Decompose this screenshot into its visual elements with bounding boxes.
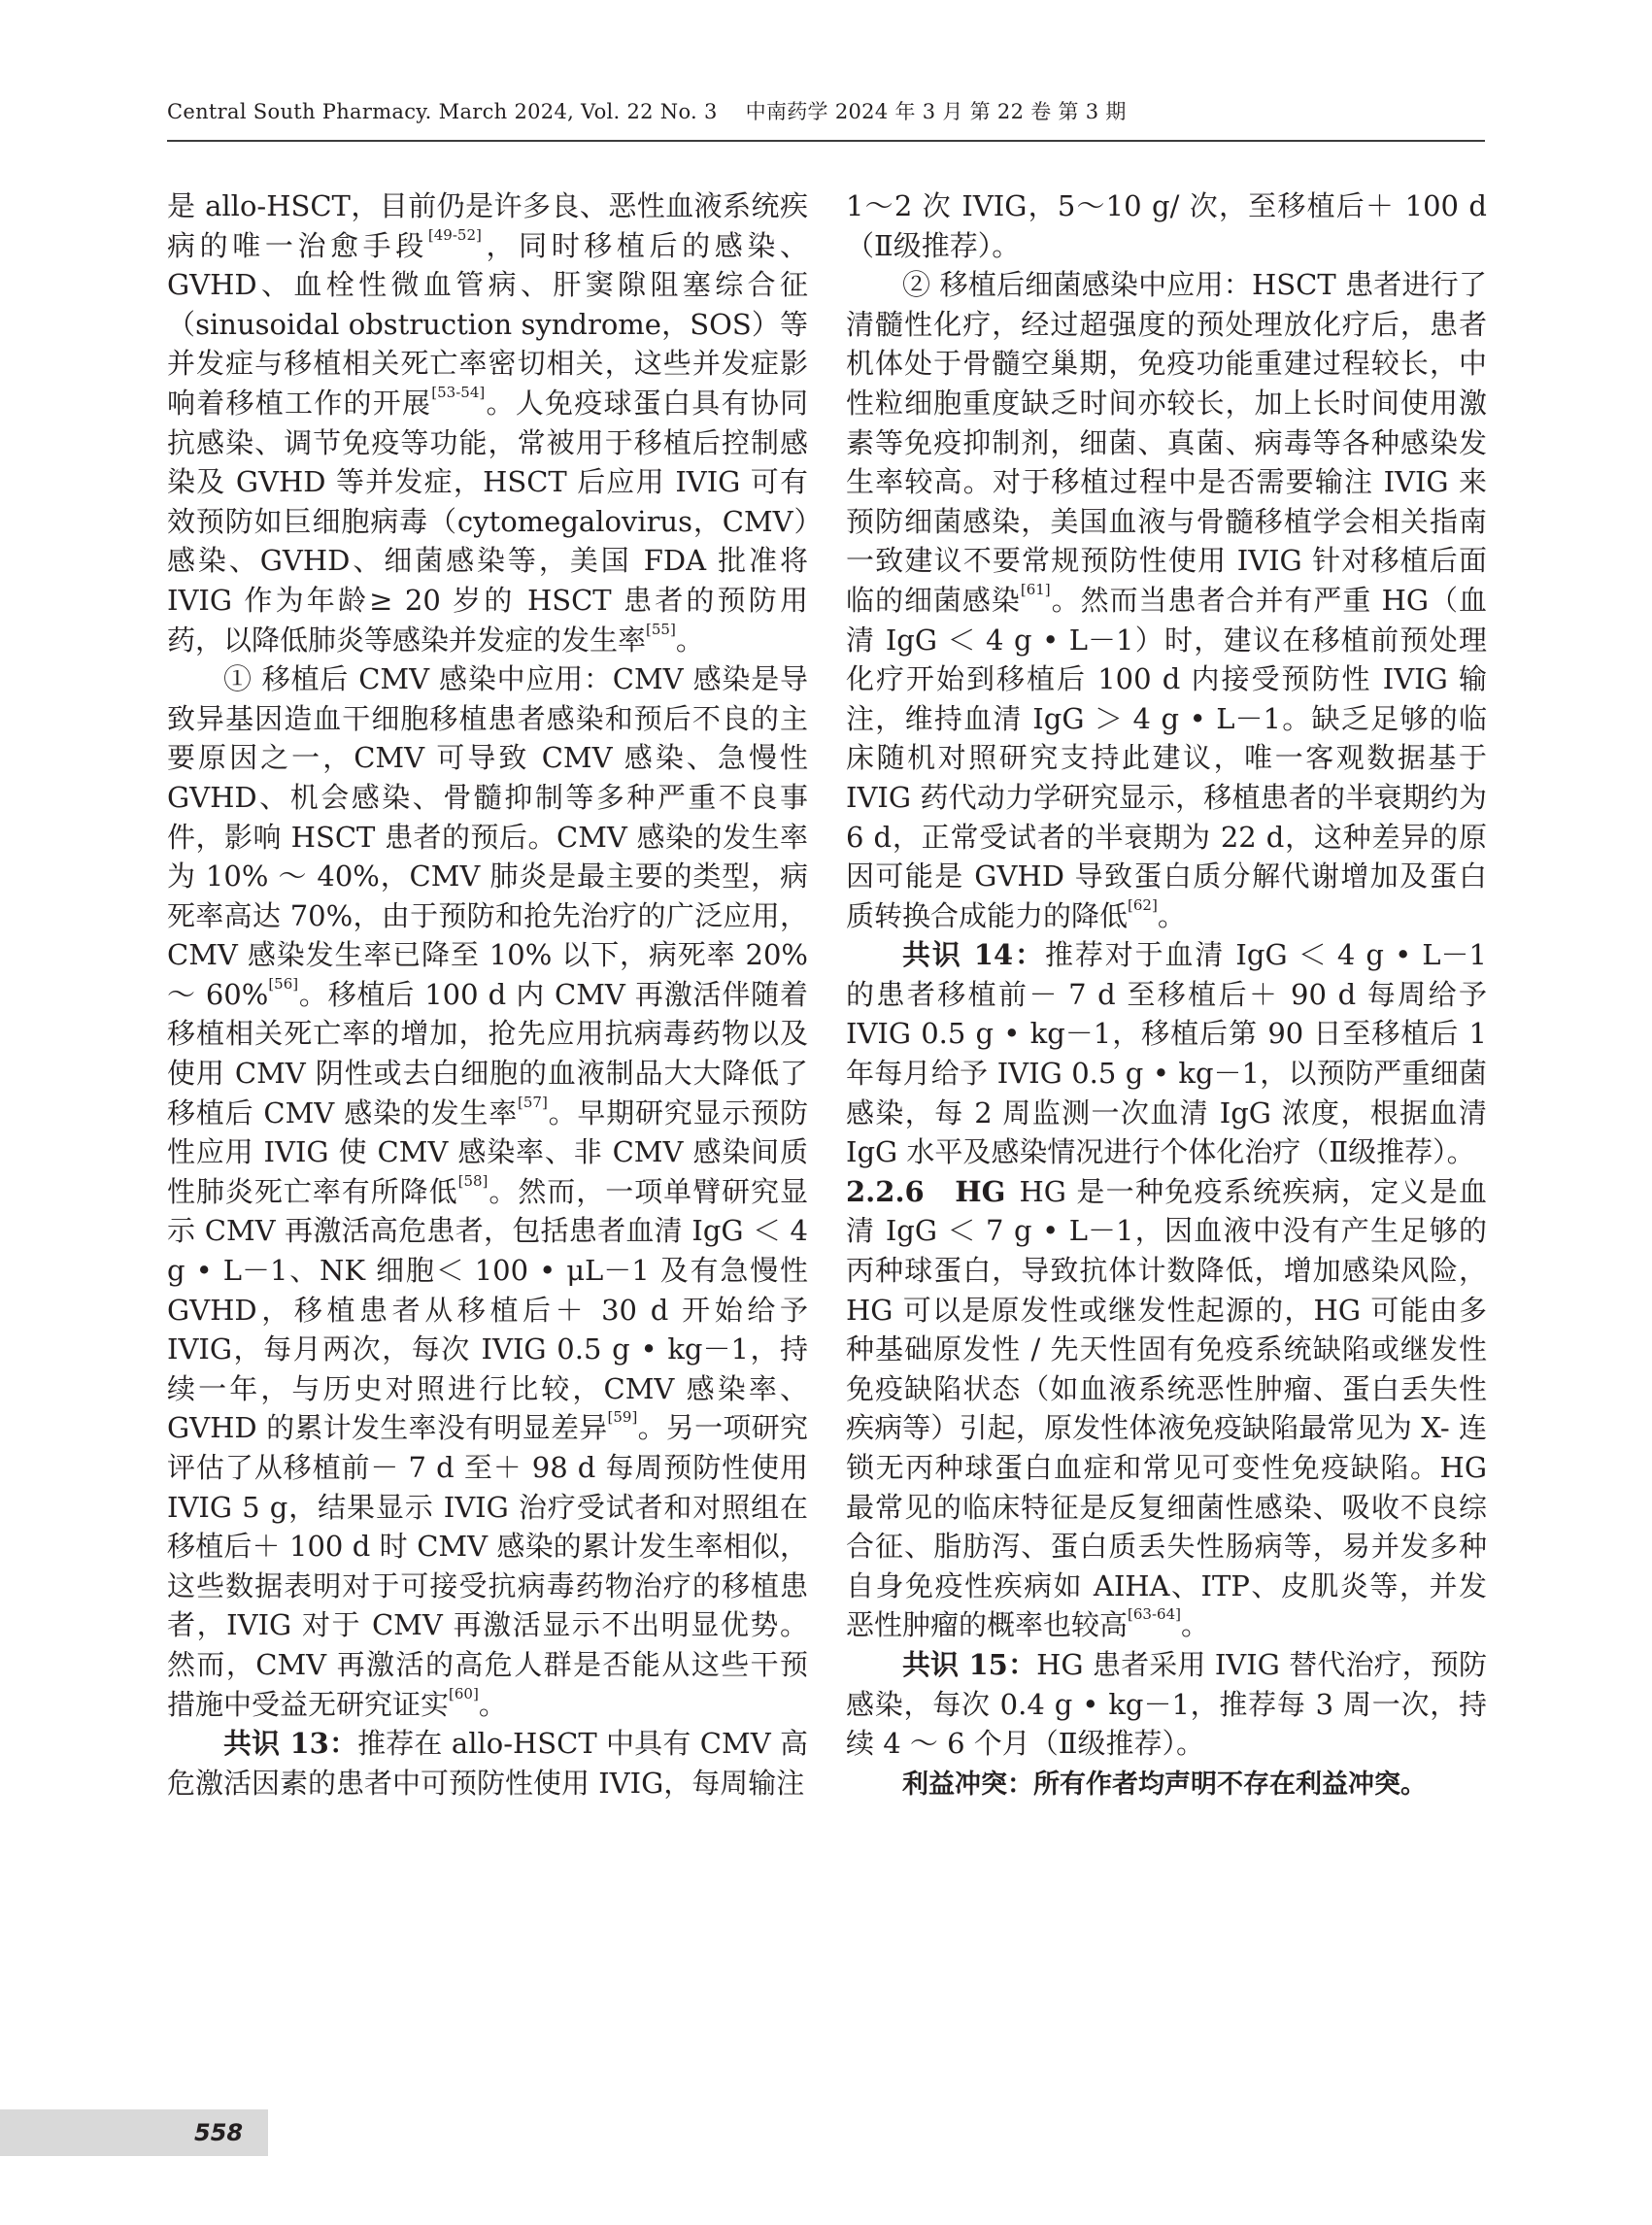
consensus-15 bbox=[846, 1645, 1487, 1764]
text: 推荐对于血清 IgG ＜ 4 g • L－1 的患者移植前－ 7 d 至移植后＋ 90 d 每周给予 IVIG 0.5 g • kg－1，移植后第 90 日至移植后 1 年每月给予 IVIG 0.5 g • kg－1，以预防严重细菌感染，每 2 周监测一次血清 IgG 浓度，根据血清 IgG 水平及感染情况进行个体化治疗（Ⅱ级推荐）。 bbox=[846, 938, 1488, 1169]
citation: [55] bbox=[646, 620, 676, 638]
citation: [61] bbox=[1020, 580, 1051, 598]
citation: [58] bbox=[457, 1171, 489, 1190]
text: 。 bbox=[675, 623, 704, 657]
text: 。然而当患者合并有严重 HG（血清 IgG ＜ 4 g • L－1）时，建议在移植前预处理化疗开始到移植后 100 d 内接受预防性 IVIG 输注，维持血清 IgG ＞ 4 g • L－1。缺乏足够的临床随机对照研究支持此建议，唯一客观数据基于 IVIG 药代动力学研究显示，移植患者的半衰期约为 6 d，正常受试者的半衰期为 22 d，这种差异的原因可能是 GVHD 导致蛋白质分解代谢增加及蛋白质转换合成能力的降低 bbox=[846, 583, 1487, 932]
text: 1～2 次 IVIG，5～10 g/ 次，至移植后＋ 100 d（Ⅱ级推荐）。 bbox=[846, 189, 1487, 262]
consensus-14 bbox=[846, 935, 1487, 1172]
citation: [62] bbox=[1128, 895, 1158, 914]
text: 。移植后 100 d 内 CMV 再激活伴随着移植相关死亡率的增加，抢先应用抗病毒药物以及使用 CMV 阴性或去白细胞的血液制品大大降低了移植后 CMV 感染的发生率 bbox=[167, 977, 808, 1129]
text: 。 bbox=[478, 1687, 507, 1721]
citation: [59] bbox=[607, 1408, 638, 1427]
journal-title-en: Central South Pharmacy. March 2024, Vol. 22 No. 3 bbox=[167, 100, 718, 123]
text: 。人免疫球蛋白具有协同抗感染、调节免疫等功能，常被用于移植后控制感染及 GVHD 等并发症，HSCT 后应用 IVIG 可有效预防如巨细胞病毒（cytomegalovirus，CMV）感染、GVHD、细菌感染等，美国 FDA 批准将 IVIG 作为年龄≥ 20 岁的 HSCT 患者的预防用药，以降低肺炎等感染并发症的发生率 bbox=[167, 386, 808, 657]
citation: [57] bbox=[518, 1093, 548, 1111]
right-column bbox=[846, 186, 1487, 1804]
citation: [56] bbox=[268, 974, 299, 993]
text: ，同时移植后的感染、GVHD、血栓性微血管病、肝窦隙阻塞综合征（sinusoidal obstruction syndrome，SOS）等并发症与移植相关死亡率密切相关，这些并发症影响着移植工作的开展 bbox=[167, 228, 808, 420]
text: ② 移植后细菌感染中应用：HSCT 患者进行了清髓性化疗，经过超强度的预处理放化疗后，患者机体处于骨髓空巢期，免疫功能重建过程较长，中性粒细胞重度缺乏时间亦较长，加上长时间使用激素等免疫抑制剂，细菌、真菌、病毒等各种感染发生率较高。对于移植过程中是否需要输注 IVIG 来预防细菌感染，美国血液与骨髓移植学会相关指南一致建议不要常规预防性使用 IVIG 针对移植后面临的细菌感染 bbox=[846, 268, 1487, 617]
left-column bbox=[167, 186, 808, 1803]
paragraph bbox=[167, 659, 808, 1724]
consensus-label: 共识 13： bbox=[223, 1727, 358, 1761]
text: 。早期研究显示预防性应用 IVIG 使 CMV 感染率、非 CMV 感染间质性肺炎死亡率有所降低 bbox=[167, 1096, 808, 1208]
section-2-2-6 bbox=[846, 1172, 1487, 1645]
text: 推荐在 allo-HSCT 中具有 CMV 高危激活因素的患者中可预防性使用 IVIG，每周输注 bbox=[167, 1727, 808, 1800]
text: HG 患者采用 IVIG 替代治疗，预防感染，每次 0.4 g • kg－1，推荐每 3 周一次，持续 4 ～ 6 个月（Ⅱ级推荐）。 bbox=[846, 1647, 1487, 1761]
section-heading: 2.2.6 HG bbox=[846, 1174, 1006, 1208]
running-header bbox=[167, 97, 1485, 142]
paragraph bbox=[846, 186, 1487, 265]
text: 。然而，一项单臂研究显示 CMV 再激活高危患者，包括患者血清 IgG ＜ 4 g • L－1、NK 细胞＜ 100 • μL－1 及有急慢性 GVHD，移植患者从移植后＋ 30 d 开始给予 IVIG，每月两次，每次 IVIG 0.5 g • kg－1，持续一年，与历史对照进行比较，CMV 感染率、GVHD 的累计发生率没有明显差异 bbox=[167, 1174, 808, 1445]
citation: [49-52] bbox=[427, 225, 482, 244]
paragraph bbox=[846, 265, 1487, 935]
consensus-label: 共识 14： bbox=[902, 938, 1045, 972]
text: 是 allo-HSCT，目前仍是许多良、恶性血液系统疾病的唯一治愈手段 bbox=[167, 189, 808, 262]
paragraph bbox=[167, 186, 808, 659]
consensus-label: 共识 15： bbox=[902, 1647, 1037, 1681]
text: 。 bbox=[1157, 898, 1186, 932]
page-number: 558 bbox=[194, 2119, 244, 2146]
citation: [60] bbox=[449, 1684, 479, 1702]
text: 。另一项研究评估了从移植前－ 7 d 至＋ 98 d 每周预防性使用 IVIG 5 g，结果显示 IVIG 治疗受试者和对照组在移植后＋ 100 d 时 CMV 感染的累计发生率相似，这些数据表明对于可接受抗病毒药物治疗的移植患者，IVIG 对于 CMV 再激活显示不出明显优势。然而，CMV 再激活的高危人群是否能从这些干预措施中受益无研究证实 bbox=[167, 1411, 808, 1721]
conflict-statement: 利益冲突：所有作者均声明不存在利益冲突。 bbox=[902, 1769, 1427, 1800]
citation: [63-64] bbox=[1128, 1605, 1181, 1624]
consensus-13 bbox=[167, 1724, 808, 1803]
text: HG 是一种免疫系统疾病，定义是血清 IgG ＜ 7 g • L－1，因血液中没有产生足够的丙种球蛋白，导致抗体计数降低，增加感染风险，HG 可以是原发性或继发性起源的，HG 可能由多种基础原发性 / 先天性固有免疫系统缺陷或继发性免疫缺陷状态（如血液系统恶性肿瘤、蛋白丢失性疾病等）引起，原发性体液免疫缺陷最常见为 X- 连锁无丙种球蛋白血症和常见可变性免疫缺陷。HG 最常见的临床特征是反复细菌性感染、吸收不良综合征、脂肪泻、蛋白质丢失性肠病等，易并发多种自身免疫性疾病如 AIHA、ITP、皮肌炎等，并发恶性肿瘤的概率也较高 bbox=[846, 1174, 1487, 1642]
conflict-of-interest bbox=[846, 1764, 1487, 1805]
citation: [53-54] bbox=[431, 383, 486, 401]
text: ① 移植后 CMV 感染中应用：CMV 感染是导致异基因造血干细胞移植患者感染和预后不良的主要原因之一，CMV 可导致 CMV 感染、急慢性 GVHD、机会感染、骨髓抑制等多种严重不良事件，影响 HSCT 患者的预后。CMV 感染的发生率为 10% ～ 40%，CMV 肺炎是最主要的类型，病死率高达 70%，由于预防和抢先治疗的广泛应用，CMV 感染发生率已降至 10% 以下，病死率 20% ～ 60% bbox=[167, 662, 808, 1011]
text: 。 bbox=[1180, 1608, 1209, 1642]
journal-title-cn: 中南药学 2024 年 3 月 第 22 卷 第 3 期 bbox=[745, 100, 1127, 123]
